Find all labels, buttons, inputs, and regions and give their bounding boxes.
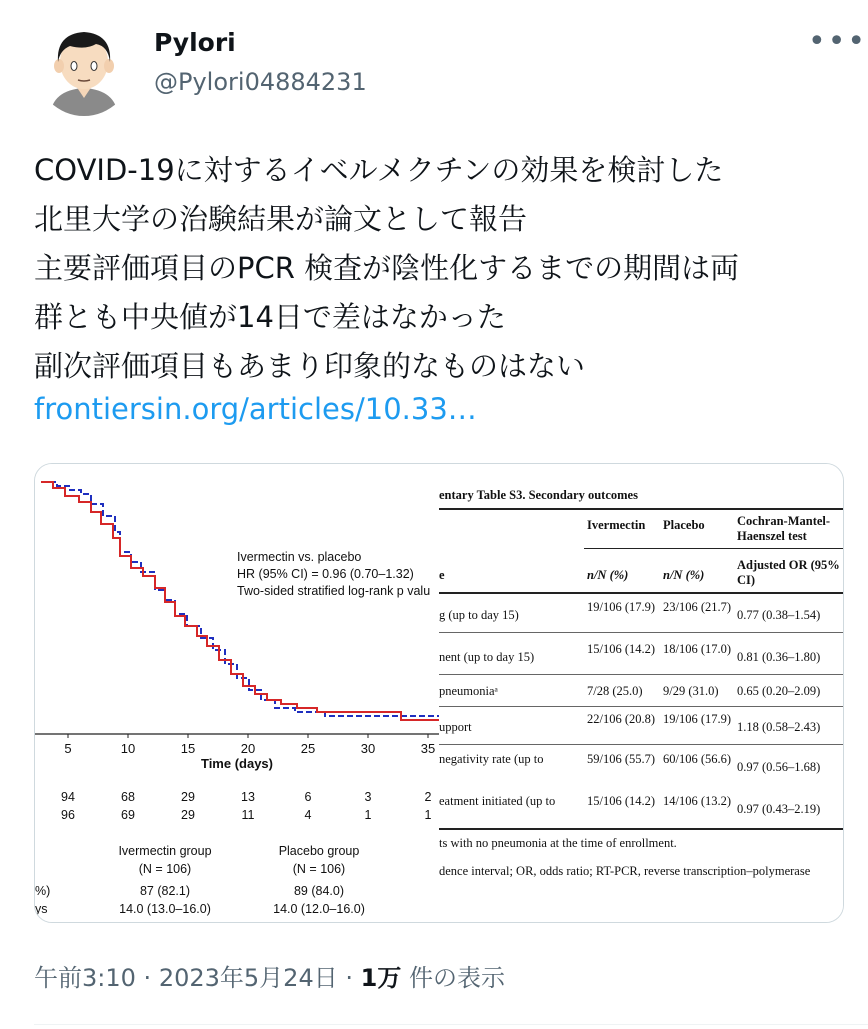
row-label: nent (up to day 15) bbox=[439, 650, 535, 664]
row-iv: 15/106 (14.2) bbox=[587, 794, 656, 808]
x-tick-label: 15 bbox=[180, 741, 196, 756]
group2-name: Placebo group bbox=[278, 844, 360, 858]
tweet-text-line: COVID-19に対するイベルメクチンの効果を検討した bbox=[34, 153, 724, 187]
outcomes-table bbox=[439, 464, 843, 922]
row-value: 14.0 (12.0–16.0) bbox=[273, 902, 365, 916]
risk-ivermectin: 68 bbox=[121, 790, 135, 804]
risk-placebo: 1 bbox=[424, 808, 432, 822]
more-options-icon[interactable]: ••• bbox=[808, 24, 868, 59]
tweet-text-line: 副次評価項目もあまり印象的なものはない bbox=[34, 349, 586, 383]
row-or: 0.97 (0.56–1.68) bbox=[737, 760, 821, 774]
x-axis-label: Time (days) bbox=[200, 756, 273, 771]
row-iv: 19/106 (17.9) bbox=[587, 600, 656, 614]
risk-ivermectin: 6 bbox=[304, 790, 312, 804]
risk-placebo: 1 bbox=[364, 808, 372, 822]
tweet-metadata bbox=[34, 958, 505, 993]
divider bbox=[34, 1024, 868, 1025]
x-tick-label: 35 bbox=[420, 741, 436, 756]
views-label: 件の表示 bbox=[401, 964, 505, 992]
row-label: eatment initiated (up to bbox=[439, 794, 556, 808]
row-or: 0.77 (0.38–1.54) bbox=[737, 608, 821, 622]
x-tick-label: 25 bbox=[300, 741, 316, 756]
row-or: 1.18 (0.58–2.43) bbox=[737, 720, 821, 734]
row-iv: 22/106 (20.8) bbox=[587, 712, 656, 726]
ivermectin-curve bbox=[41, 482, 439, 720]
row-label: %) bbox=[35, 884, 51, 898]
table-rule bbox=[584, 548, 843, 549]
row-pl: 9/29 (31.0) bbox=[663, 684, 719, 698]
km-annotation-line: HR (95% CI) = 0.96 (0.70–1.32) bbox=[237, 567, 414, 581]
row-value: 14.0 (13.0–16.0) bbox=[119, 902, 211, 916]
row-or: 0.65 (0.20–2.09) bbox=[737, 684, 821, 698]
row-divider bbox=[439, 744, 843, 745]
risk-ivermectin: 94 bbox=[61, 790, 75, 804]
subheader-iv: n/N (%) bbox=[587, 568, 629, 582]
tweet-text-line: 北里大学の治験結果が論文として報告 bbox=[34, 202, 528, 236]
row-label: negativity rate (up to bbox=[439, 752, 544, 766]
tweet-time[interactable]: 午前3:10 bbox=[34, 964, 136, 992]
row-label: g (up to day 15) bbox=[439, 608, 519, 622]
display-name[interactable]: Pylori bbox=[154, 28, 236, 57]
separator: · bbox=[143, 964, 152, 992]
table-rule bbox=[439, 592, 843, 594]
risk-ivermectin: 3 bbox=[364, 790, 372, 804]
x-tick-label: 10 bbox=[120, 741, 136, 756]
separator: · bbox=[345, 964, 353, 992]
tweet-text-line: 群とも中央値が14日で差はなかった bbox=[34, 300, 506, 334]
col-header-placebo: Placebo bbox=[663, 518, 705, 532]
table-rule bbox=[439, 828, 843, 830]
row-value: 87 (82.1) bbox=[139, 884, 191, 898]
row-iv: 15/106 (14.2) bbox=[587, 642, 656, 656]
risk-placebo: 11 bbox=[241, 808, 255, 822]
km-figure bbox=[35, 464, 439, 922]
x-tick-label: 20 bbox=[240, 741, 256, 756]
views-count: 1万 bbox=[360, 964, 402, 992]
risk-placebo: 96 bbox=[61, 808, 75, 822]
row-pl: 18/106 (17.0) bbox=[663, 642, 732, 656]
table-footnote: ts with no pneumonia at the time of enrollment. bbox=[439, 836, 677, 850]
risk-ivermectin: 29 bbox=[181, 790, 195, 804]
km-plot bbox=[35, 464, 439, 764]
row-or: 0.97 (0.43–2.19) bbox=[737, 802, 821, 816]
col-header-ivermectin: Ivermectin bbox=[587, 518, 646, 532]
tweet-date[interactable]: 2023年5月24日 bbox=[158, 964, 338, 992]
user-handle[interactable]: @Pylori04884231 bbox=[154, 68, 367, 96]
article-link[interactable]: frontiersin.org/articles/10.33… bbox=[34, 392, 477, 426]
row-pl: 60/106 (56.6) bbox=[663, 752, 732, 766]
row-label: pneumoniaᵃ bbox=[439, 684, 498, 698]
table-rule bbox=[439, 508, 843, 510]
group1-n: (N = 106) bbox=[138, 862, 192, 876]
subheader-or: Adjusted OR (95% CI) bbox=[737, 558, 840, 587]
row-pl: 14/106 (13.2) bbox=[663, 794, 732, 808]
row-or: 0.81 (0.36–1.80) bbox=[737, 650, 821, 664]
group1-name: Ivermectin group bbox=[118, 844, 212, 858]
row-label: ys bbox=[35, 902, 48, 916]
avatar-illustration bbox=[36, 20, 132, 116]
group2-n: (N = 106) bbox=[292, 862, 346, 876]
table-footnote: dence interval; OR, odds ratio; RT-PCR, reverse transcription–polymerase bbox=[439, 864, 811, 878]
row-iv: 59/106 (55.7) bbox=[587, 752, 656, 766]
row-divider bbox=[439, 632, 843, 633]
tweet-text-line: 主要評価項目のPCR 検査が陰性化するまでの期間は両 bbox=[34, 251, 740, 285]
row-pl: 23/106 (21.7) bbox=[663, 600, 732, 614]
km-annotation-line: Ivermectin vs. placebo bbox=[237, 550, 362, 564]
x-tick-label: 30 bbox=[360, 741, 376, 756]
row-divider bbox=[439, 706, 843, 707]
col-header-cmh: Cochran-Mantel-Haenszel test bbox=[737, 514, 831, 543]
x-tick-label: 5 bbox=[64, 741, 72, 756]
risk-placebo: 4 bbox=[304, 808, 312, 822]
km-annotation-line: Two-sided stratified log-rank p valu bbox=[237, 584, 431, 598]
row-value: 89 (84.0) bbox=[293, 884, 345, 898]
subheader-label: e bbox=[439, 568, 445, 582]
row-divider bbox=[439, 674, 843, 675]
risk-placebo: 29 bbox=[181, 808, 195, 822]
row-pl: 19/106 (17.9) bbox=[663, 712, 732, 726]
risk-ivermectin: 13 bbox=[241, 790, 255, 804]
risk-ivermectin: 2 bbox=[424, 790, 432, 804]
subheader-pl: n/N (%) bbox=[663, 568, 705, 582]
table-title: entary Table S3. Secondary outcomes bbox=[439, 488, 638, 502]
media-image[interactable] bbox=[34, 463, 844, 923]
risk-placebo: 69 bbox=[121, 808, 135, 822]
row-iv: 7/28 (25.0) bbox=[587, 684, 643, 698]
row-label: upport bbox=[439, 720, 472, 734]
avatar[interactable] bbox=[36, 20, 132, 116]
